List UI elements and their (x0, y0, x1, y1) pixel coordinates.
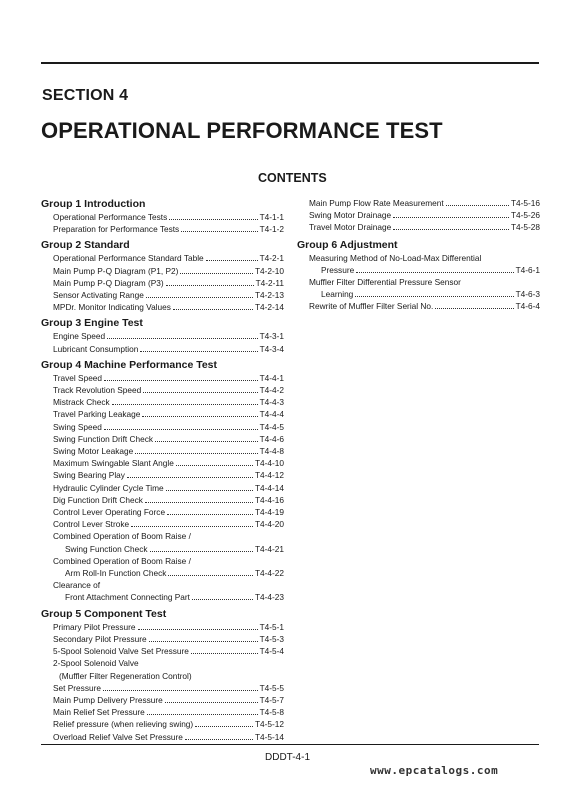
toc-group-title: Group 4 Machine Performance Test (41, 358, 218, 371)
toc-entry-title: Hydraulic Cylinder Cycle Time (53, 482, 164, 493)
toc-entry-page: T4-3-1 (259, 331, 284, 342)
toc-entry-page: T4-4-23 (254, 592, 284, 603)
toc-entry[interactable] (41, 506, 284, 518)
dot-leader (138, 629, 258, 630)
toc-entry-page: T4-4-12 (254, 470, 284, 481)
toc-group-title: Group 5 Component Test (41, 607, 167, 620)
toc-group-title: Group 3 Engine Test (41, 317, 143, 330)
toc-entry-page: T4-5-26 (510, 210, 540, 221)
toc-entry-page: T4-2-14 (254, 302, 284, 313)
toc-group-continued (297, 197, 540, 234)
toc-entry-page: T4-6-1 (515, 264, 540, 275)
toc-entry-line: Combined Operation of Boom Raise / (53, 555, 191, 566)
toc-entry[interactable] (41, 621, 284, 633)
dot-leader (356, 272, 513, 273)
toc-entry[interactable] (41, 330, 284, 342)
toc-entry-title: Arm Roll-In Function Check (65, 568, 167, 579)
toc-entry-title: Pressure (321, 264, 355, 275)
toc-entry-line: (Muffler Filter Regeneration Control) (59, 670, 192, 681)
toc-entry-title: Control Lever Stroke (53, 519, 130, 530)
toc-entry-page: T4-4-6 (259, 433, 284, 444)
dot-leader (167, 514, 253, 515)
toc-entry-page: T4-1-2 (259, 224, 284, 235)
dot-leader (166, 490, 253, 491)
dot-leader (206, 260, 258, 261)
toc-group (41, 316, 284, 354)
toc-entry-title: Main Pump Flow Rate Measurement (309, 198, 444, 208)
toc-entry[interactable] (41, 211, 284, 223)
toc-entry[interactable] (41, 567, 284, 579)
dot-leader (393, 217, 509, 218)
toc-entry[interactable] (41, 384, 284, 396)
toc-entry-title: Sensor Activating Range (53, 290, 144, 301)
toc-entry-title: Main Pump P-Q Diagram (P1, P2) (53, 265, 179, 276)
toc-entry-title: Set Pressure (53, 682, 101, 693)
toc-entry-page: T4-5-28 (510, 222, 540, 233)
toc-group-title: Group 6 Adjustment (297, 238, 398, 251)
dot-leader (104, 380, 258, 381)
toc-entry[interactable] (41, 494, 284, 506)
toc-entry-title: Lubricant Consumption (53, 343, 139, 354)
toc-entry-page: T4-4-20 (254, 519, 284, 530)
toc-entry-title: Rewrite of Muffler Filter Serial No. (309, 301, 434, 312)
dot-leader (435, 308, 513, 309)
toc-entry-title: Swing Motor Leakage (53, 446, 134, 457)
toc-entry[interactable] (41, 408, 284, 420)
toc-group (41, 358, 284, 604)
toc-entry-page: T4-2-1 (259, 253, 284, 264)
toc-entry-page: T4-6-4 (515, 301, 540, 312)
toc-entry[interactable] (41, 694, 284, 706)
toc-group (41, 197, 284, 235)
toc-entry[interactable] (41, 289, 284, 301)
toc-entry-page: T4-4-19 (254, 507, 284, 518)
dot-leader (180, 273, 253, 274)
toc-entry[interactable] (297, 300, 540, 312)
toc-entry-line: Clearance of (53, 580, 101, 591)
toc-entry-page: T4-4-21 (254, 543, 284, 554)
toc-entry-title: Preparation for Performance Tests (53, 224, 180, 235)
dot-leader (140, 351, 257, 352)
dot-leader (195, 726, 253, 727)
toc-entry[interactable] (41, 252, 284, 264)
toc-entry-title: Secondary Pilot Pressure (53, 633, 147, 644)
toc-entry-title: Dig Function Drift Check (53, 494, 143, 505)
top-rule (41, 62, 539, 64)
dot-leader (185, 739, 253, 740)
toc-entry[interactable] (41, 482, 284, 494)
toc-entry[interactable] (297, 197, 540, 209)
toc-entry[interactable] (41, 706, 284, 718)
dot-leader (149, 641, 258, 642)
toc-entry-page: T4-2-13 (254, 290, 284, 301)
toc-entry-title: Operational Performance Tests (53, 212, 168, 222)
toc-entry-page: T4-4-10 (254, 458, 284, 469)
toc-entry-title: Maximum Swingable Slant Angle (53, 458, 174, 469)
watermark: www.epcatalogs.com (370, 764, 499, 777)
toc-entry[interactable] (41, 421, 284, 433)
toc-entry-page: T4-4-22 (254, 568, 284, 579)
toc-entry-title: Main Relief Set Pressure (53, 707, 145, 718)
dot-leader (127, 477, 253, 478)
toc-entry[interactable] (41, 457, 284, 469)
dot-leader (355, 296, 513, 297)
toc-entry[interactable] (41, 633, 284, 645)
toc-entry-line: Combined Operation of Boom Raise / (53, 531, 191, 542)
toc-entry-title: Travel Speed (53, 372, 103, 383)
toc-entry-page: T4-3-4 (259, 343, 284, 354)
toc-entry[interactable] (41, 518, 284, 530)
toc-entry[interactable] (41, 343, 284, 355)
toc-entry-title: Mistrack Check (53, 397, 110, 408)
toc-entry-title: Overload Relief Valve Set Pressure (53, 731, 183, 742)
dot-leader (155, 441, 258, 442)
toc-entry-page: T4-5-7 (259, 694, 284, 705)
toc-entry-page: T4-4-4 (259, 409, 284, 420)
toc-entry-title: 5-Spool Solenoid Valve Set Pressure (53, 646, 189, 657)
dot-leader (103, 690, 258, 691)
toc-entry-line: Measuring Method of No-Load-Max Differential (309, 252, 482, 263)
toc-entry[interactable] (297, 288, 540, 300)
dot-leader (165, 702, 258, 703)
dot-leader (191, 653, 258, 654)
toc-entry-line: 2-Spool Solenoid Valve (53, 658, 139, 669)
dot-leader (168, 575, 252, 576)
dot-leader (104, 429, 258, 430)
toc-group (41, 607, 284, 743)
toc-entry-page: T4-4-16 (254, 494, 284, 505)
toc-group-title: Group 2 Standard (41, 239, 130, 252)
dot-leader (176, 465, 253, 466)
toc-entry-title: Control Lever Operating Force (53, 507, 166, 518)
dot-leader (192, 599, 253, 600)
toc-entry[interactable] (41, 277, 284, 289)
toc-entry[interactable] (41, 372, 284, 384)
dot-leader (131, 526, 253, 527)
toc-entry[interactable] (41, 445, 284, 457)
dot-leader (173, 309, 253, 310)
bottom-rule (41, 744, 539, 745)
page-title: OPERATIONAL PERFORMANCE TEST (41, 118, 443, 143)
dot-leader (112, 404, 258, 405)
toc-entry-title: Travel Parking Leakage (53, 409, 141, 420)
toc-entry[interactable] (41, 591, 284, 603)
toc-entry-title: Operational Performance Standard Table (53, 253, 204, 264)
toc-entry[interactable] (297, 264, 540, 276)
toc-entry[interactable] (41, 396, 284, 408)
toc-entry-title: Main Pump P-Q Diagram (P3) (53, 277, 164, 288)
toc-entry[interactable] (41, 682, 284, 694)
toc-group (41, 238, 284, 313)
toc-entry[interactable] (41, 718, 284, 730)
toc-entry[interactable] (41, 645, 284, 657)
toc-entry-page: T4-4-2 (259, 385, 284, 396)
toc-entry[interactable] (41, 433, 284, 445)
toc-entry-page: T4-5-8 (259, 707, 284, 718)
toc-entry-page: T4-5-12 (254, 719, 284, 730)
toc-entry[interactable] (297, 221, 540, 233)
dot-leader (142, 416, 257, 417)
toc-entry-page: T4-2-10 (254, 265, 284, 276)
toc-entry-title: Swing Speed (53, 421, 102, 432)
toc-entry-title: Swing Function Drift Check (53, 433, 154, 444)
toc-entry-title: Main Pump Delivery Pressure (53, 694, 163, 705)
dot-leader (107, 338, 257, 339)
toc-entry-page: T4-4-5 (259, 421, 284, 432)
toc-entry-title: Travel Motor Drainage (309, 222, 392, 233)
dot-leader (166, 285, 254, 286)
toc-entry[interactable] (41, 223, 284, 235)
toc-entry-title: Engine Speed (53, 331, 106, 342)
toc-entry-title: MPDr. Monitor Indicating Values (53, 302, 171, 313)
toc-entry-title: Relief pressure (when relieving swing) (53, 719, 194, 730)
toc-entry[interactable] (41, 265, 284, 277)
section-label: SECTION 4 (42, 87, 129, 104)
contents-heading: CONTENTS (258, 171, 327, 185)
toc-entry[interactable] (41, 301, 284, 313)
dot-leader (181, 231, 257, 232)
toc-entry-page: T4-5-1 (259, 621, 284, 632)
dot-leader (393, 229, 509, 230)
dot-leader (135, 453, 257, 454)
toc-entry[interactable] (41, 469, 284, 481)
toc-entry-title: Swing Bearing Play (53, 470, 125, 481)
toc-group-title: Group 1 Introduction (41, 198, 146, 210)
dot-leader (150, 551, 253, 552)
toc-entry-page: T4-4-8 (259, 446, 284, 457)
toc-entry-page: T4-5-16 (510, 198, 540, 208)
toc-entry[interactable] (297, 209, 540, 221)
toc-entry[interactable] (41, 543, 284, 555)
dot-leader (147, 714, 258, 715)
toc-entry-title: Swing Motor Drainage (309, 210, 392, 221)
toc-right-column (297, 197, 540, 316)
toc-entry-line: Muffler Filter Differential Pressure Sensor (309, 277, 461, 288)
toc-entry-page: T4-1-1 (259, 212, 284, 222)
toc-group (297, 238, 540, 313)
toc-entry-page: T4-2-11 (255, 277, 284, 288)
dot-leader (169, 219, 257, 220)
toc-entry-title: Track Revolution Speed (53, 385, 142, 396)
dot-leader (143, 392, 257, 393)
toc-entry-page: T4-4-14 (254, 482, 284, 493)
toc-entry-page: T4-5-14 (254, 731, 284, 742)
dot-leader (145, 502, 253, 503)
toc-entry-page: T4-5-5 (259, 682, 284, 693)
toc-entry-page: T4-5-4 (259, 646, 284, 657)
toc-entry[interactable] (41, 731, 284, 743)
toc-entry-title: Swing Function Check (65, 543, 148, 554)
toc-entry-page: T4-5-3 (259, 633, 284, 644)
toc-entry-page: T4-4-3 (259, 397, 284, 408)
dot-leader (146, 297, 253, 298)
page-code: DDDT-4-1 (265, 752, 311, 763)
toc-left-column (41, 197, 284, 746)
dot-leader (446, 205, 509, 206)
toc-entry-page: T4-6-3 (515, 289, 540, 300)
toc-entry-page: T4-4-1 (259, 372, 284, 383)
toc-entry-title: Learning (321, 289, 354, 300)
toc-entry-title: Front Attachment Connecting Part (65, 592, 190, 603)
toc-entry-title: Primary Pilot Pressure (53, 621, 136, 632)
